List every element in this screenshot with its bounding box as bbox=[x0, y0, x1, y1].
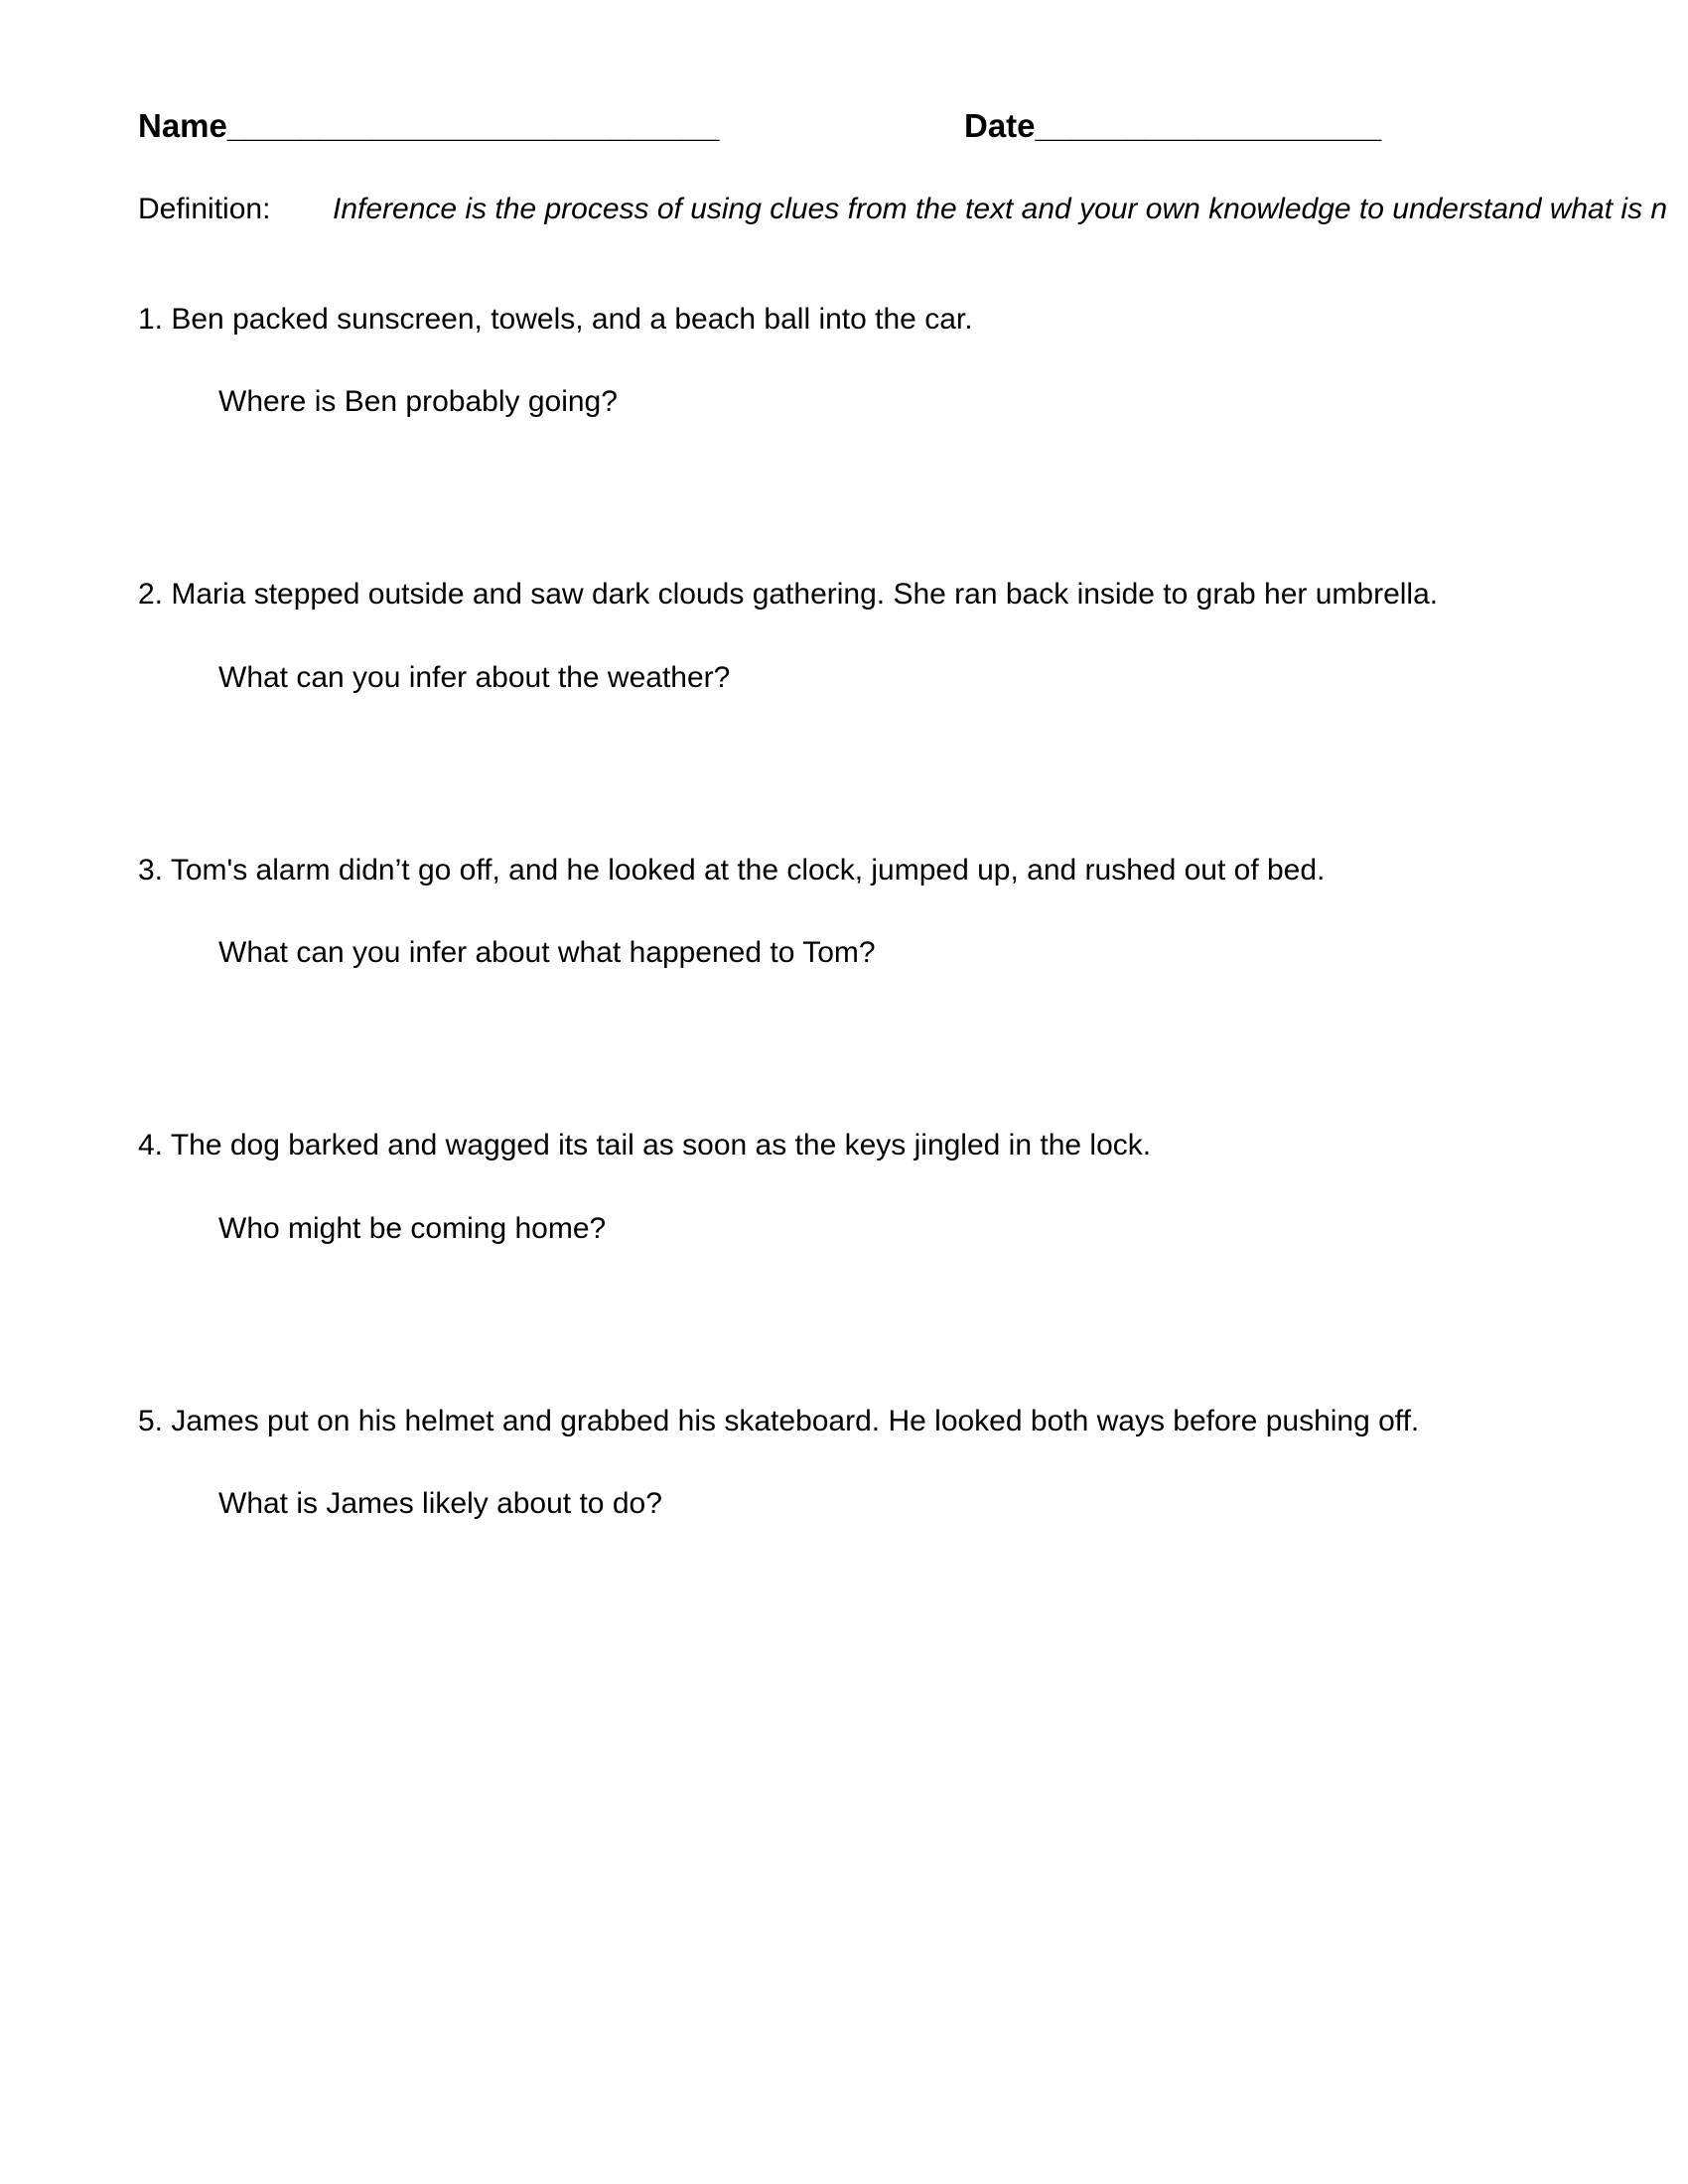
item-question: Where is Ben probably going? bbox=[218, 385, 618, 418]
definition-label: Definition: bbox=[138, 193, 271, 225]
date-field[interactable]: Date___________________ bbox=[964, 107, 1382, 144]
item-question: What is James likely about to do? bbox=[218, 1487, 662, 1520]
item-question: Who might be coming home? bbox=[218, 1212, 607, 1245]
name-field[interactable]: Name___________________________ bbox=[138, 107, 720, 144]
item-statement: 4. The dog barked and wagged its tail as soon as the keys jingled in the lock. bbox=[138, 1129, 1152, 1161]
definition-text: Inference is the process of using clues from the text and your own knowledge to understand what is n bbox=[333, 193, 1668, 225]
item-question: What can you infer about what happened to Tom? bbox=[218, 936, 876, 969]
item-statement: 5. James put on his helmet and grabbed his skateboard. He looked both ways before pushing off. bbox=[138, 1405, 1420, 1437]
item-statement: 2. Maria stepped outside and saw dark clouds gathering. She ran back inside to grab her umbrella. bbox=[138, 578, 1439, 611]
item-question: What can you infer about the weather? bbox=[218, 661, 731, 694]
item-statement: 3. Tom's alarm didn’t go off, and he looked at the clock, jumped up, and rushed out of bed. bbox=[138, 854, 1326, 887]
item-statement: 1. Ben packed sunscreen, towels, and a beach ball into the car. bbox=[138, 303, 973, 336]
